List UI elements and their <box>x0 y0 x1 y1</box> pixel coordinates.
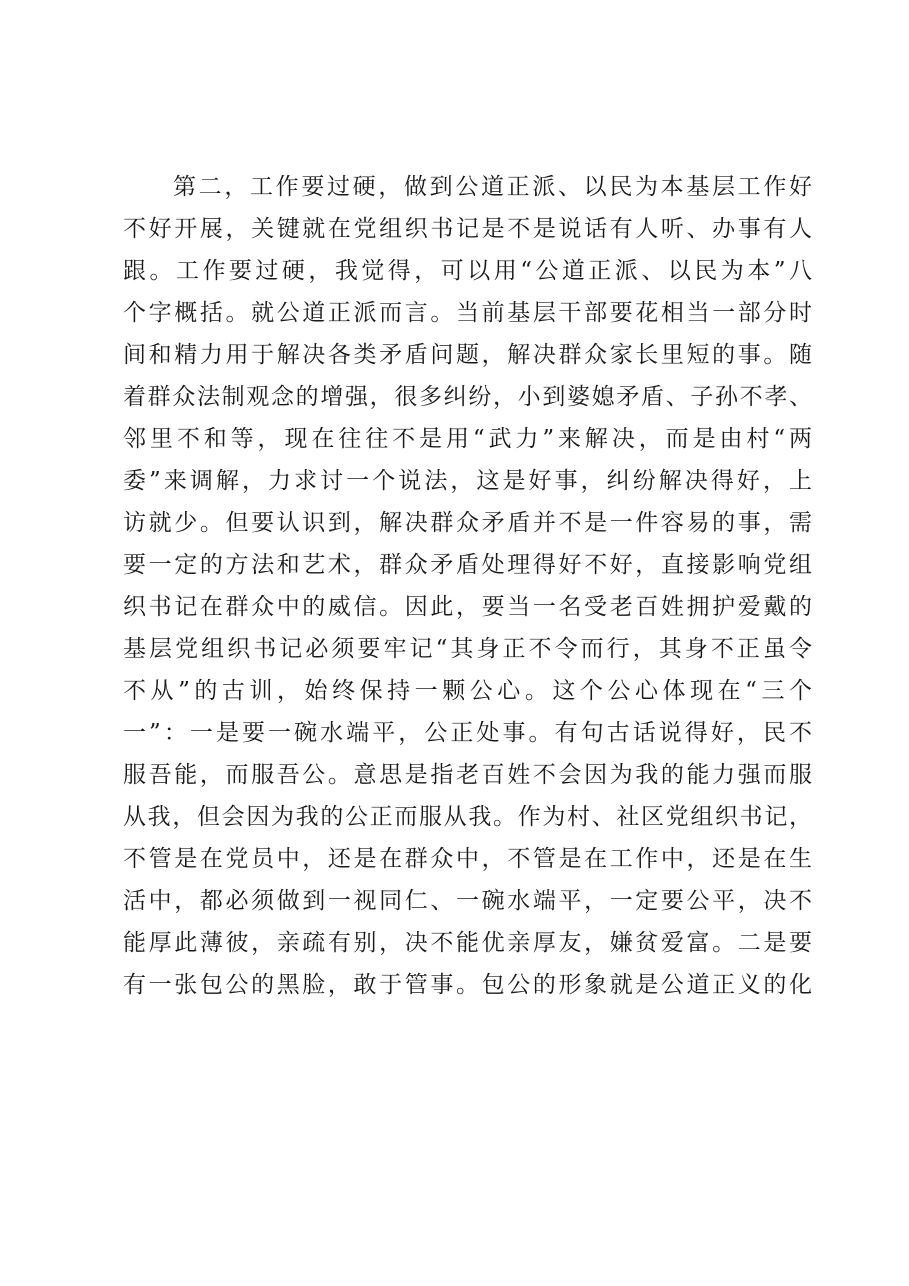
text-line: 有一张包公的黑脸，敢于管事。包公的形象就是公道正义的化 <box>123 972 813 998</box>
text-line: 间和精力用于解决各类矛盾问题，解决群众家长里短的事。随 <box>123 342 813 368</box>
text-line: 个字概括。就公道正派而言。当前基层干部要花相当一部分时 <box>123 300 813 326</box>
text-line: 不从”的古训，始终保持一颗公心。这个公心体现在“三个 <box>123 678 813 704</box>
text-line: 织书记在群众中的威信。因此，要当一名受老百姓拥护爱戴的 <box>123 594 813 620</box>
text-line: 不管是在党员中，还是在群众中，不管是在工作中，还是在生 <box>123 846 813 872</box>
text-line: 着群众法制观念的增强，很多纠纷，小到婆媳矛盾、子孙不孝、 <box>123 384 813 410</box>
body-paragraph <box>123 166 813 1006</box>
text-line: 能厚此薄彼，亲疏有别，决不能优亲厚友，嫌贫爱富。二是要 <box>123 930 813 956</box>
text-line: 访就少。但要认识到，解决群众矛盾并不是一件容易的事，需 <box>123 510 813 536</box>
text-line: 活中，都必须做到一视同仁、一碗水端平，一定要公平，决不 <box>123 888 813 914</box>
text-line: 服吾能，而服吾公。意思是指老百姓不会因为我的能力强而服 <box>123 762 813 788</box>
text-line: 第二，工作要过硬，做到公道正派、以民为本基层工作好 <box>173 174 813 200</box>
text-line: 委”来调解，力求讨一个说法，这是好事，纠纷解决得好，上 <box>123 468 813 494</box>
text-line: 跟。工作要过硬，我觉得，可以用“公道正派、以民为本”八 <box>123 258 813 284</box>
text-line: 一”：一是要一碗水端平，公正处事。有句古话说得好，民不 <box>123 720 813 746</box>
text-line: 不好开展，关键就在党组织书记是不是说话有人听、办事有人 <box>123 216 813 242</box>
text-line: 要一定的方法和艺术，群众矛盾处理得好不好，直接影响党组 <box>123 552 813 578</box>
text-line: 邻里不和等，现在往往不是用“武力”来解决，而是由村“两 <box>123 426 813 452</box>
text-line: 从我，但会因为我的公正而服从我。作为村、社区党组织书记， <box>123 804 813 830</box>
text-line: 基层党组织书记必须要牢记“其身正不令而行，其身不正虽令 <box>123 636 813 662</box>
